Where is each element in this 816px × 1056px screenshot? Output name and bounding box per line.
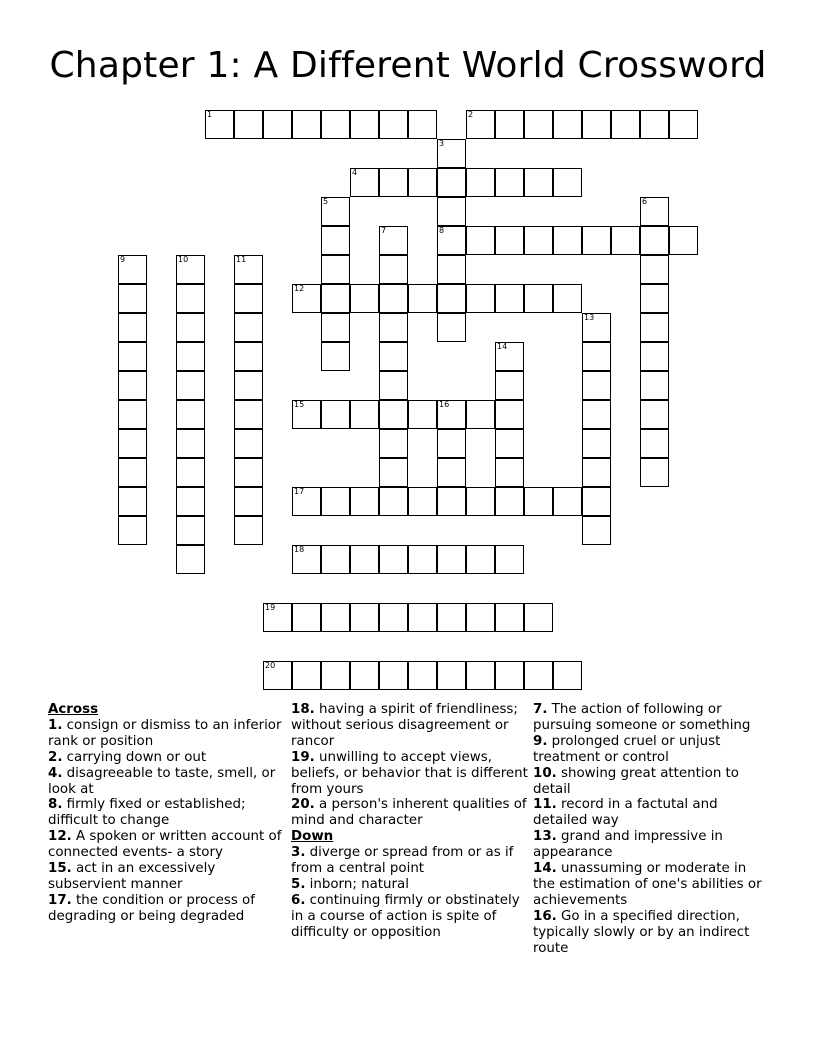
grid-cell[interactable] (321, 284, 350, 313)
grid-cell[interactable] (263, 603, 292, 632)
grid-cell[interactable] (408, 603, 437, 632)
grid-cell[interactable] (350, 545, 379, 574)
grid-cell[interactable] (437, 545, 466, 574)
grid-cell[interactable] (292, 400, 321, 429)
grid-cell[interactable] (640, 313, 669, 342)
clue-number: 2 (468, 110, 474, 119)
clue-number: 20 (265, 661, 276, 670)
clue-number: 7 (381, 226, 387, 235)
grid-cell[interactable] (640, 429, 669, 458)
grid-cell[interactable] (495, 110, 524, 139)
grid-cell[interactable] (437, 255, 466, 284)
grid-cell[interactable] (437, 458, 466, 487)
grid-cell[interactable] (640, 110, 669, 139)
grid-cell[interactable] (234, 313, 263, 342)
grid-cell[interactable] (176, 545, 205, 574)
grid-cell[interactable] (379, 168, 408, 197)
grid-cell[interactable] (582, 429, 611, 458)
grid-cell[interactable] (176, 342, 205, 371)
grid-cell[interactable] (176, 458, 205, 487)
grid-cell[interactable] (495, 661, 524, 690)
grid-cell[interactable] (118, 284, 147, 313)
across-clue: 15. act in an excessively subservient manner (48, 861, 216, 892)
across-clue: 4. disagreeable to taste, smell, or look at (48, 765, 276, 797)
grid-cell[interactable] (640, 226, 669, 255)
clue-number: 9 (120, 255, 126, 264)
grid-cell[interactable] (263, 661, 292, 690)
grid-cell[interactable] (234, 255, 263, 284)
grid-cell[interactable] (234, 487, 263, 516)
grid-cell[interactable] (495, 487, 524, 516)
clue-number: 6 (642, 197, 648, 206)
grid-cell[interactable] (379, 342, 408, 371)
grid-cell[interactable] (350, 400, 379, 429)
clue-number: 10 (178, 255, 189, 264)
grid-cell[interactable] (524, 661, 553, 690)
grid-cell[interactable] (582, 313, 611, 342)
grid-cell[interactable] (524, 110, 553, 139)
grid-cell[interactable] (466, 545, 495, 574)
grid-cell[interactable] (466, 603, 495, 632)
across-heading: Across (48, 702, 99, 717)
grid-cell[interactable] (118, 342, 147, 371)
grid-cell[interactable] (408, 284, 437, 313)
down-clue: 9. prolonged cruel or unjust treatment or control (533, 733, 721, 765)
grid-cell[interactable] (379, 487, 408, 516)
grid-cell[interactable] (321, 226, 350, 255)
grid-cell[interactable] (553, 284, 582, 313)
grid-cell[interactable] (205, 110, 234, 139)
grid-cell[interactable] (466, 400, 495, 429)
grid-cell[interactable] (234, 371, 263, 400)
grid-cell[interactable] (176, 255, 205, 284)
grid-cell[interactable] (350, 110, 379, 139)
grid-cell[interactable] (321, 603, 350, 632)
grid-cell[interactable] (466, 487, 495, 516)
grid-cell[interactable] (321, 545, 350, 574)
grid-cell[interactable] (379, 371, 408, 400)
grid-cell[interactable] (379, 284, 408, 313)
grid-cell[interactable] (379, 545, 408, 574)
grid-cell[interactable] (466, 110, 495, 139)
across-clue: 19. unwilling to accept views, beliefs, or behavior that is different from yours (291, 749, 528, 797)
clue-number: 13 (584, 313, 595, 322)
grid-cell[interactable] (292, 545, 321, 574)
grid-cell[interactable] (466, 661, 495, 690)
grid-cell[interactable] (495, 371, 524, 400)
grid-cell[interactable] (234, 110, 263, 139)
grid-cell[interactable] (582, 226, 611, 255)
grid-cell[interactable] (669, 226, 698, 255)
grid-cell[interactable] (350, 603, 379, 632)
clue-number: 8 (439, 226, 445, 235)
grid-cell[interactable] (408, 168, 437, 197)
grid-cell[interactable] (466, 284, 495, 313)
clues-column-3 (533, 702, 771, 957)
grid-cell[interactable] (437, 226, 466, 255)
grid-cell[interactable] (553, 661, 582, 690)
grid-cell[interactable] (437, 313, 466, 342)
grid-cell[interactable] (176, 284, 205, 313)
grid-cell[interactable] (524, 603, 553, 632)
grid-cell[interactable] (292, 487, 321, 516)
grid-cell[interactable] (350, 487, 379, 516)
grid-cell[interactable] (408, 110, 437, 139)
grid-cell[interactable] (640, 400, 669, 429)
grid-cell[interactable] (292, 603, 321, 632)
grid-cell[interactable] (437, 168, 466, 197)
grid-cell[interactable] (640, 371, 669, 400)
clue-number: 18 (294, 545, 305, 554)
grid-cell[interactable] (437, 429, 466, 458)
grid-cell[interactable] (292, 661, 321, 690)
puzzle-title: Chapter 1: A Different World Crossword (49, 45, 767, 86)
grid-cell[interactable] (640, 458, 669, 487)
grid-cell[interactable] (176, 516, 205, 545)
grid-cell[interactable] (321, 255, 350, 284)
down-clue: 10. showing great attention to detail (533, 765, 740, 797)
grid-cell[interactable] (611, 110, 640, 139)
grid-cell[interactable] (379, 255, 408, 284)
grid-cell[interactable] (582, 516, 611, 545)
down-clue: 7. The action of following or pursuing someone or something (533, 702, 751, 733)
grid-cell[interactable] (234, 284, 263, 313)
grid-cell[interactable] (553, 487, 582, 516)
grid-cell[interactable] (437, 197, 466, 226)
clue-number: 17 (294, 487, 305, 496)
grid-cell[interactable] (408, 661, 437, 690)
grid-cell[interactable] (495, 226, 524, 255)
clue-number: 14 (497, 342, 508, 351)
grid-cell[interactable] (553, 168, 582, 197)
grid-cell[interactable] (437, 661, 466, 690)
grid-cell[interactable] (495, 400, 524, 429)
grid-cell[interactable] (234, 516, 263, 545)
down-clue: 16. Go in a specified direction, typically slowly or by an indirect route (533, 908, 750, 956)
grid-cell[interactable] (321, 313, 350, 342)
grid-cell[interactable] (408, 545, 437, 574)
grid-cell[interactable] (176, 429, 205, 458)
grid-cell[interactable] (524, 487, 553, 516)
grid-cell[interactable] (321, 661, 350, 690)
grid-cell[interactable] (379, 429, 408, 458)
across-clue: 18. having a spirit of friendliness; without serious disagreement or rancor (291, 702, 518, 749)
grid-cell[interactable] (437, 284, 466, 313)
down-heading: Down (291, 829, 334, 845)
grid-cell[interactable] (553, 226, 582, 255)
grid-cell[interactable] (118, 255, 147, 284)
grid-cell[interactable] (640, 342, 669, 371)
grid-cell[interactable] (495, 168, 524, 197)
grid-cell[interactable] (379, 313, 408, 342)
grid-cell[interactable] (553, 110, 582, 139)
grid-cell[interactable] (437, 139, 466, 168)
grid-cell[interactable] (234, 342, 263, 371)
grid-cell[interactable] (466, 226, 495, 255)
clues-column-1 (48, 702, 286, 925)
grid-cell[interactable] (437, 400, 466, 429)
grid-cell[interactable] (379, 603, 408, 632)
grid-cell[interactable] (379, 458, 408, 487)
grid-cell[interactable] (495, 603, 524, 632)
grid-cell[interactable] (640, 197, 669, 226)
grid-cell[interactable] (176, 487, 205, 516)
grid-cell[interactable] (118, 313, 147, 342)
grid-cell[interactable] (640, 284, 669, 313)
grid-cell[interactable] (437, 603, 466, 632)
grid-cell[interactable] (234, 429, 263, 458)
grid-cell[interactable] (350, 284, 379, 313)
grid-cell[interactable] (524, 284, 553, 313)
clue-number: 16 (439, 400, 450, 409)
grid-cell[interactable] (321, 197, 350, 226)
grid-cell[interactable] (292, 284, 321, 313)
grid-cell[interactable] (466, 168, 495, 197)
grid-cell[interactable] (321, 342, 350, 371)
grid-cell[interactable] (350, 168, 379, 197)
clue-number: 4 (352, 168, 358, 177)
grid-cell[interactable] (495, 545, 524, 574)
grid-cell[interactable] (582, 487, 611, 516)
grid-cell[interactable] (118, 487, 147, 516)
across-clue: 8. firmly fixed or established; difficult to change (48, 797, 246, 829)
grid-cell[interactable] (321, 487, 350, 516)
grid-cell[interactable] (118, 516, 147, 545)
grid-cell[interactable] (524, 226, 553, 255)
down-clue: 13. grand and impressive in appearance (533, 829, 723, 861)
grid-cell[interactable] (495, 458, 524, 487)
grid-cell[interactable] (408, 400, 437, 429)
grid-cell[interactable] (495, 284, 524, 313)
grid-cell[interactable] (292, 110, 321, 139)
grid-cell[interactable] (640, 255, 669, 284)
across-clue: 1. consign or dismiss to an inferior rank or position (48, 717, 282, 749)
clue-number: 15 (294, 400, 305, 409)
grid-cell[interactable] (495, 429, 524, 458)
grid-cell[interactable] (669, 110, 698, 139)
down-clue: 6. continuing firmly or obstinately in a course of action is spite of difficulty or opposition (291, 892, 520, 940)
clue-number: 3 (439, 139, 445, 148)
grid-cell[interactable] (524, 168, 553, 197)
grid-cell[interactable] (495, 342, 524, 371)
across-clue: 20. a person's inherent qualities of mind and character (291, 797, 527, 829)
grid-cell[interactable] (582, 458, 611, 487)
grid-cell[interactable] (379, 226, 408, 255)
grid-cell[interactable] (379, 400, 408, 429)
grid-cell[interactable] (176, 371, 205, 400)
grid-cell[interactable] (582, 371, 611, 400)
grid-cell[interactable] (176, 400, 205, 429)
grid-cell[interactable] (582, 400, 611, 429)
grid-cell[interactable] (408, 487, 437, 516)
grid-cell[interactable] (118, 458, 147, 487)
grid-cell[interactable] (321, 400, 350, 429)
across-clue: 2. carrying down or out (48, 749, 207, 765)
grid-cell[interactable] (611, 226, 640, 255)
down-clue: 3. diverge or spread from or as if from a central point (291, 845, 514, 877)
grid-cell[interactable] (321, 110, 350, 139)
clue-number: 12 (294, 284, 305, 293)
clue-number: 19 (265, 603, 276, 612)
grid-cell[interactable] (379, 110, 408, 139)
grid-cell[interactable] (234, 458, 263, 487)
grid-cell[interactable] (582, 342, 611, 371)
down-clue: 11. record in a factutal and detailed way (533, 797, 718, 829)
grid-cell[interactable] (263, 110, 292, 139)
clue-number: 5 (323, 197, 329, 206)
clue-number: 11 (236, 255, 247, 264)
down-clue: 5. inborn; natural (291, 876, 409, 892)
grid-cell[interactable] (437, 487, 466, 516)
grid-cell[interactable] (234, 400, 263, 429)
down-clue: 14. unassuming or moderate in the estimation of one's abilities or achievements (533, 861, 762, 908)
grid-cell[interactable] (350, 661, 379, 690)
grid-cell[interactable] (118, 371, 147, 400)
across-clue: 12. A spoken or written account of connected events- a story (48, 829, 282, 861)
clues-column-2 (291, 702, 529, 941)
grid-cell[interactable] (118, 429, 147, 458)
grid-cell[interactable] (118, 400, 147, 429)
grid-cell[interactable] (176, 313, 205, 342)
across-clue: 17. the condition or process of degrading or being degraded (48, 892, 255, 924)
clue-number: 1 (207, 110, 213, 119)
grid-cell[interactable] (379, 661, 408, 690)
grid-cell[interactable] (582, 110, 611, 139)
